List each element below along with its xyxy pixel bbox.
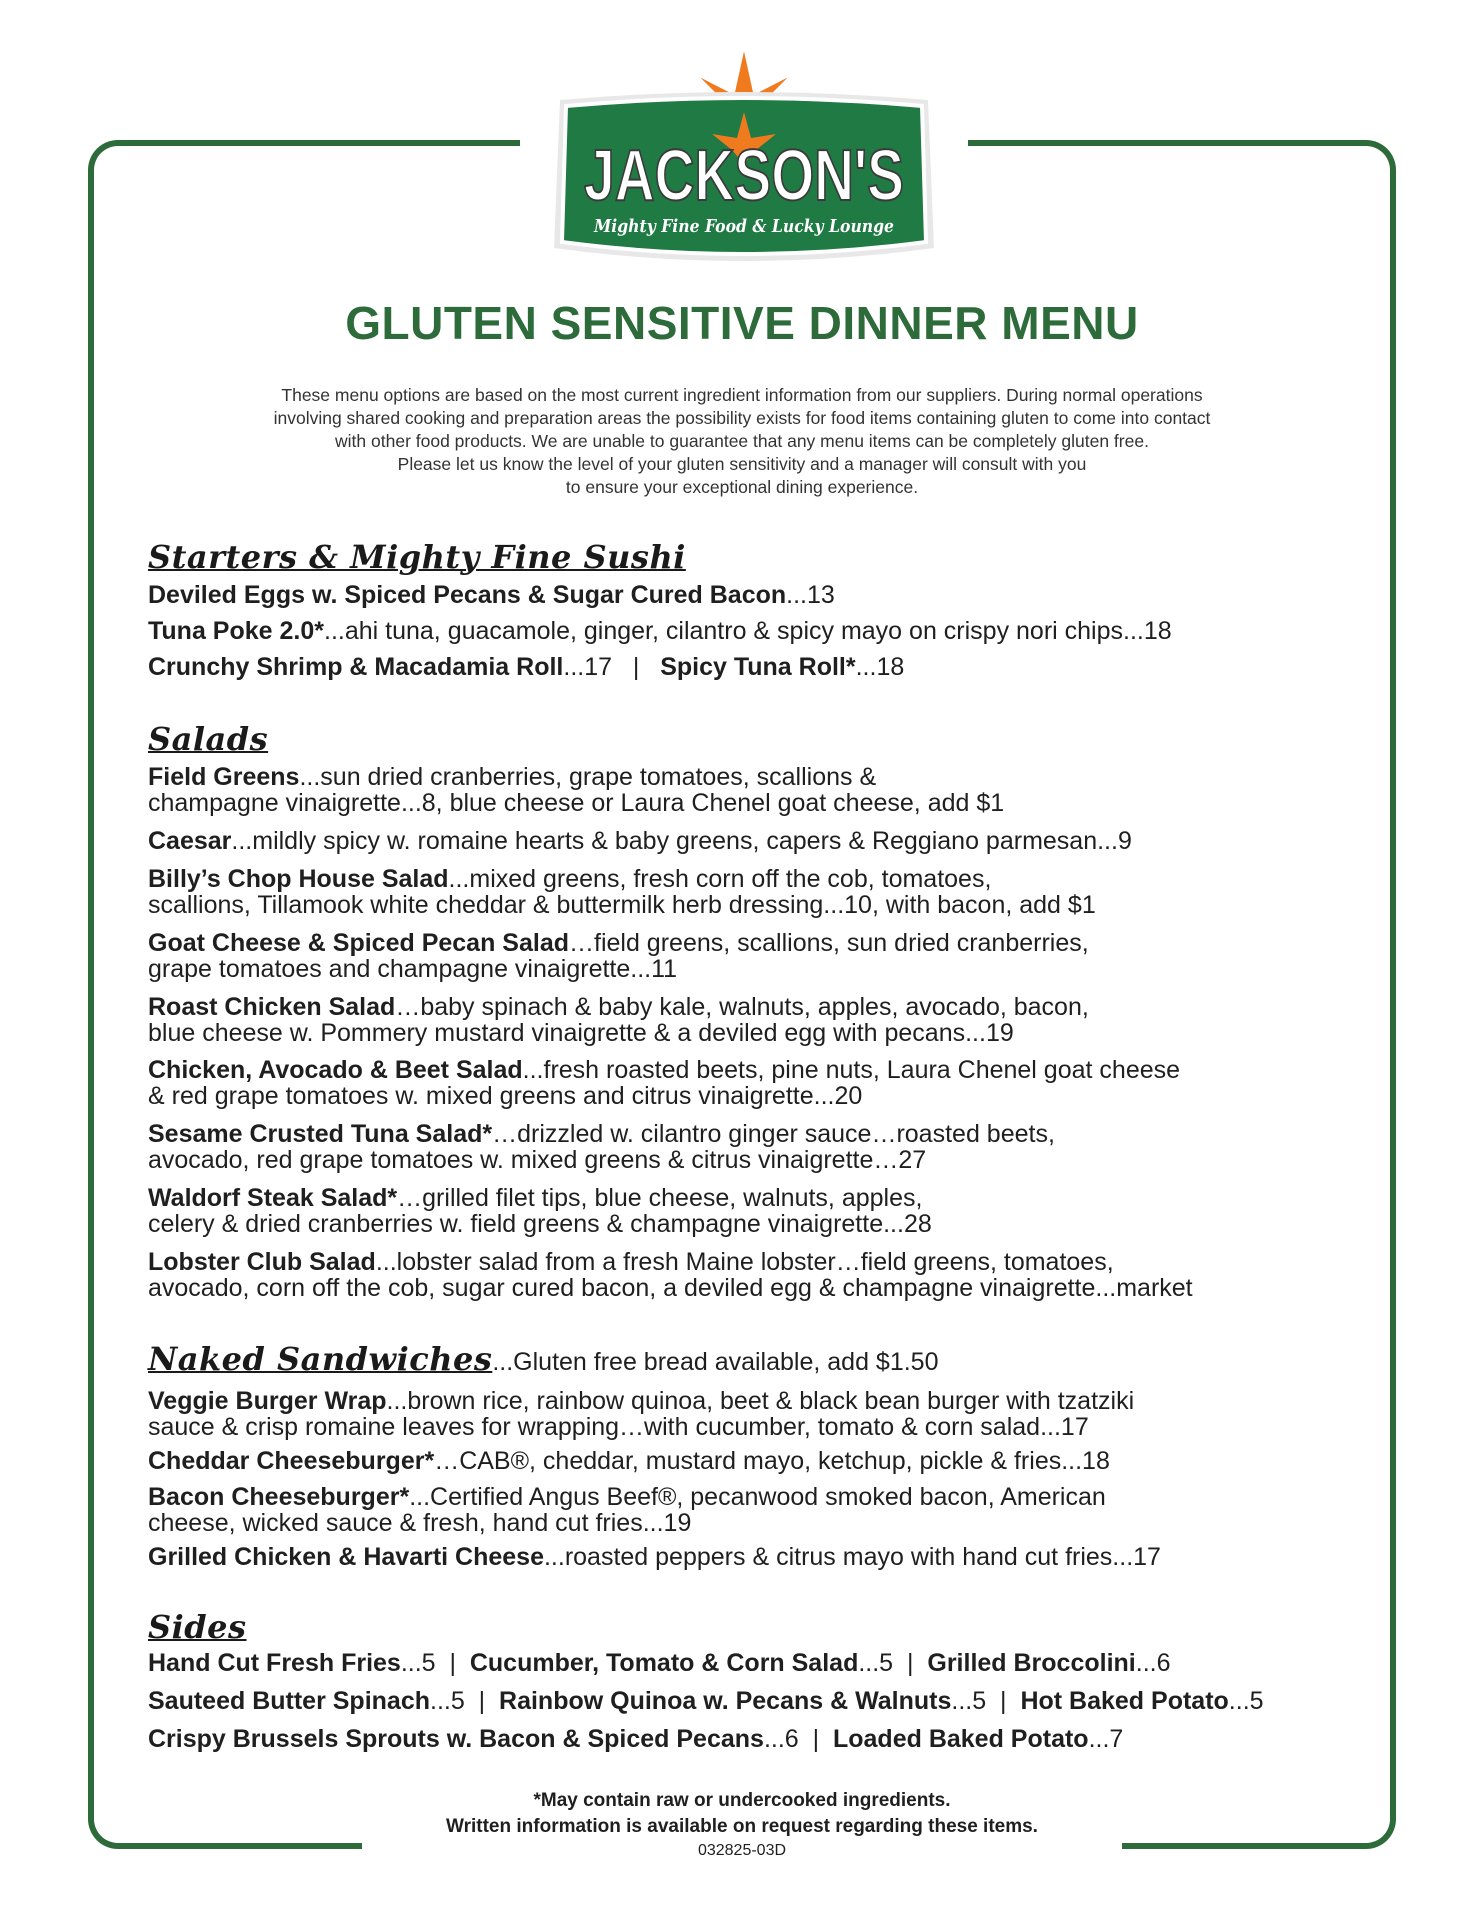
menu-item	[148, 1388, 1338, 1440]
item-desc: ...Certified Angus Beef®, pecanwood smoked bacon, American	[409, 1483, 1106, 1511]
item-name: Grilled Chicken & Havarti Cheese	[148, 1543, 544, 1571]
footer	[0, 1788, 1484, 1862]
sides-row	[148, 1726, 1338, 1752]
side-name: Loaded Baked Potato	[832, 1725, 1089, 1753]
item-name: Caesar	[148, 827, 232, 855]
disclaimer-line: to ensure your exceptional dining experience.	[565, 477, 919, 497]
item-desc: scallions, Tillamook white cheddar & buttermilk herb dressing...10, with bacon, add $1	[148, 891, 1096, 919]
menu-item	[148, 1249, 1338, 1301]
menu-item	[148, 582, 1338, 608]
item-desc: avocado, red grape tomatoes w. mixed greens & citrus vinaigrette…27	[148, 1146, 927, 1174]
disclaimer-line: These menu options are based on the most current ingredient information from our suppliers. During normal operations	[281, 385, 1203, 405]
item-desc: & red grape tomatoes w. mixed greens and citrus vinaigrette...20	[148, 1082, 863, 1110]
item-name: Veggie Burger Wrap	[148, 1387, 387, 1415]
frame-top-left	[118, 140, 520, 146]
item-desc: ...lobster salad from a fresh Maine lobster…field greens, tomatoes,	[375, 1248, 1114, 1276]
item-desc: …CAB®, cheddar, mustard mayo, ketchup, pickle & fries...18	[434, 1447, 1110, 1475]
item-desc: champagne vinaigrette...8, blue cheese or Laura Chenel goat cheese, add $1	[148, 789, 1005, 817]
item-desc: …grilled filet tips, blue cheese, walnuts, apples,	[397, 1184, 923, 1212]
menu-item	[148, 1057, 1338, 1109]
item-desc: celery & dried cranberries w. field greens & champagne vinaigrette...28	[148, 1210, 932, 1238]
side-name: Hot Baked Potato	[1020, 1687, 1229, 1715]
item-desc: cheese, wicked sauce & fresh, hand cut fries...19	[148, 1509, 692, 1537]
item-name: Cheddar Cheeseburger*	[148, 1447, 435, 1475]
item-desc: ...13	[786, 581, 835, 609]
item-desc: ...fresh roasted beets, pine nuts, Laura Chenel goat cheese	[522, 1056, 1181, 1084]
footnote-line: Written information is available on request regarding these items.	[446, 1816, 1038, 1837]
item-desc: sauce & crisp romaine leaves for wrapping…with cucumber, tomato & corn salad...17	[148, 1413, 1089, 1441]
item-name: Tuna Poke 2.0*	[148, 617, 324, 645]
menu-item	[148, 828, 1338, 854]
item-name: Billy’s Chop House Salad	[148, 865, 449, 893]
side-name: Cucumber, Tomato & Corn Salad	[469, 1649, 859, 1677]
disclaimer-line: with other food products. We are unable to guarantee that any menu items can be completely gluten free.	[335, 431, 1149, 451]
item-desc: ...mildly spicy w. romaine hearts & baby greens, capers & Reggiano parmesan...9	[231, 827, 1132, 855]
side-price: ...7	[1088, 1725, 1124, 1753]
item-desc: grape tomatoes and champagne vinaigrette...11	[148, 955, 678, 983]
salads-heading: Salads	[148, 720, 269, 758]
sides-row	[148, 1650, 1338, 1676]
starters-heading: Starters & Mighty Fine Sushi	[148, 538, 686, 576]
item-desc: ...roasted peppers & citrus mayo with hand cut fries...17	[543, 1543, 1161, 1571]
disclaimer	[190, 384, 1294, 499]
salads-section	[148, 720, 1338, 758]
item-name: Field Greens	[148, 763, 300, 791]
starters-section	[148, 538, 1338, 576]
menu-item	[148, 618, 1338, 644]
menu-item	[148, 1484, 1338, 1536]
item-desc: ...ahi tuna, guacamole, ginger, cilantro & spicy mayo on crispy nori chips...18	[324, 617, 1172, 645]
menu-item	[148, 930, 1338, 982]
disclaimer-line: involving shared cooking and preparation areas the possibility exists for food items containing gluten to come into contact	[273, 408, 1211, 428]
sandwiches-note: ...Gluten free bread available, add $1.50	[492, 1348, 939, 1376]
item-desc: …baby spinach & baby kale, walnuts, apples, avocado, bacon,	[395, 993, 1089, 1021]
menu-item	[148, 1448, 1338, 1474]
item-desc: avocado, corn off the cob, sugar cured bacon, a deviled egg & champagne vinaigrette...market	[148, 1274, 1193, 1302]
menu-item	[148, 1544, 1338, 1570]
item-desc: blue cheese w. Pommery mustard vinaigrette & a deviled egg with pecans...19	[148, 1019, 1014, 1047]
side-price: ...5 |	[400, 1649, 470, 1677]
frame-corner-tl	[88, 140, 122, 174]
sides-heading: Sides	[148, 1608, 247, 1646]
side-price: ...5	[1228, 1687, 1264, 1715]
item-desc: ...17 |	[563, 653, 661, 681]
side-name: Crispy Brussels Sprouts w. Bacon & Spiced Pecans	[148, 1725, 764, 1753]
menu-code: 032825-03D	[697, 1842, 787, 1859]
side-name: Sauteed Butter Spinach	[148, 1687, 430, 1715]
side-price: ...5 |	[430, 1687, 500, 1715]
menu-item	[148, 654, 1338, 680]
menu-item	[148, 764, 1338, 816]
frame-top-right	[968, 140, 1366, 146]
item-name: Roast Chicken Salad	[148, 993, 396, 1021]
item-desc: ...brown rice, rainbow quinoa, beet & black bean burger with tzatziki	[386, 1387, 1135, 1415]
item-name: Waldorf Steak Salad*	[148, 1184, 398, 1212]
sides-row	[148, 1688, 1338, 1714]
menu-item	[148, 994, 1338, 1046]
item-name: Deviled Eggs w. Spiced Pecans & Sugar Cured Bacon	[148, 581, 787, 609]
logo-name: JACKSON'S	[584, 136, 904, 216]
side-price: ...6 |	[763, 1725, 833, 1753]
item-desc: …drizzled w. cilantro ginger sauce…roasted beets,	[492, 1120, 1055, 1148]
sandwiches-heading: Naked Sandwiches	[148, 1340, 493, 1378]
page-title: GLUTEN SENSITIVE DINNER MENU	[345, 297, 1139, 349]
item-name: Chicken, Avocado & Beet Salad	[148, 1056, 523, 1084]
item-name: Sesame Crusted Tuna Salad*	[148, 1120, 493, 1148]
item-desc: ...18	[855, 653, 905, 681]
frame-left	[88, 170, 94, 1820]
sides-section	[148, 1608, 1338, 1646]
menu-item	[148, 866, 1338, 918]
disclaimer-line: Please let us know the level of your gluten sensitivity and a manager will consult with you	[397, 454, 1087, 474]
sandwiches-section	[148, 1340, 1338, 1378]
item-desc: ...mixed greens, fresh corn off the cob, tomatoes,	[448, 865, 992, 893]
side-name: Grilled Broccolini	[927, 1649, 1136, 1677]
frame-corner-tr	[1362, 140, 1396, 174]
menu-item	[148, 1121, 1338, 1173]
frame-right	[1390, 170, 1396, 1820]
menu-item	[148, 1185, 1338, 1237]
item-name: Bacon Cheeseburger*	[148, 1483, 410, 1511]
item-desc: ...sun dried cranberries, grape tomatoes, scallions &	[299, 763, 877, 791]
logo-tagline: Mighty Fine Food & Lucky Lounge	[593, 216, 894, 237]
item-name: Crunchy Shrimp & Macadamia Roll	[148, 653, 564, 681]
jacksons-logo	[546, 42, 942, 272]
side-price: ...5 |	[951, 1687, 1021, 1715]
item-name: Spicy Tuna Roll*	[660, 653, 856, 681]
side-name: Rainbow Quinoa w. Pecans & Walnuts	[499, 1687, 952, 1715]
item-name: Goat Cheese & Spiced Pecan Salad	[148, 929, 569, 957]
item-name: Lobster Club Salad	[148, 1248, 376, 1276]
side-name: Hand Cut Fresh Fries	[148, 1649, 401, 1677]
side-price: ...6	[1135, 1649, 1171, 1677]
item-desc: …field greens, scallions, sun dried cranberries,	[569, 929, 1089, 957]
side-price: ...5 |	[858, 1649, 928, 1677]
footnote-line: *May contain raw or undercooked ingredients.	[533, 1790, 951, 1811]
